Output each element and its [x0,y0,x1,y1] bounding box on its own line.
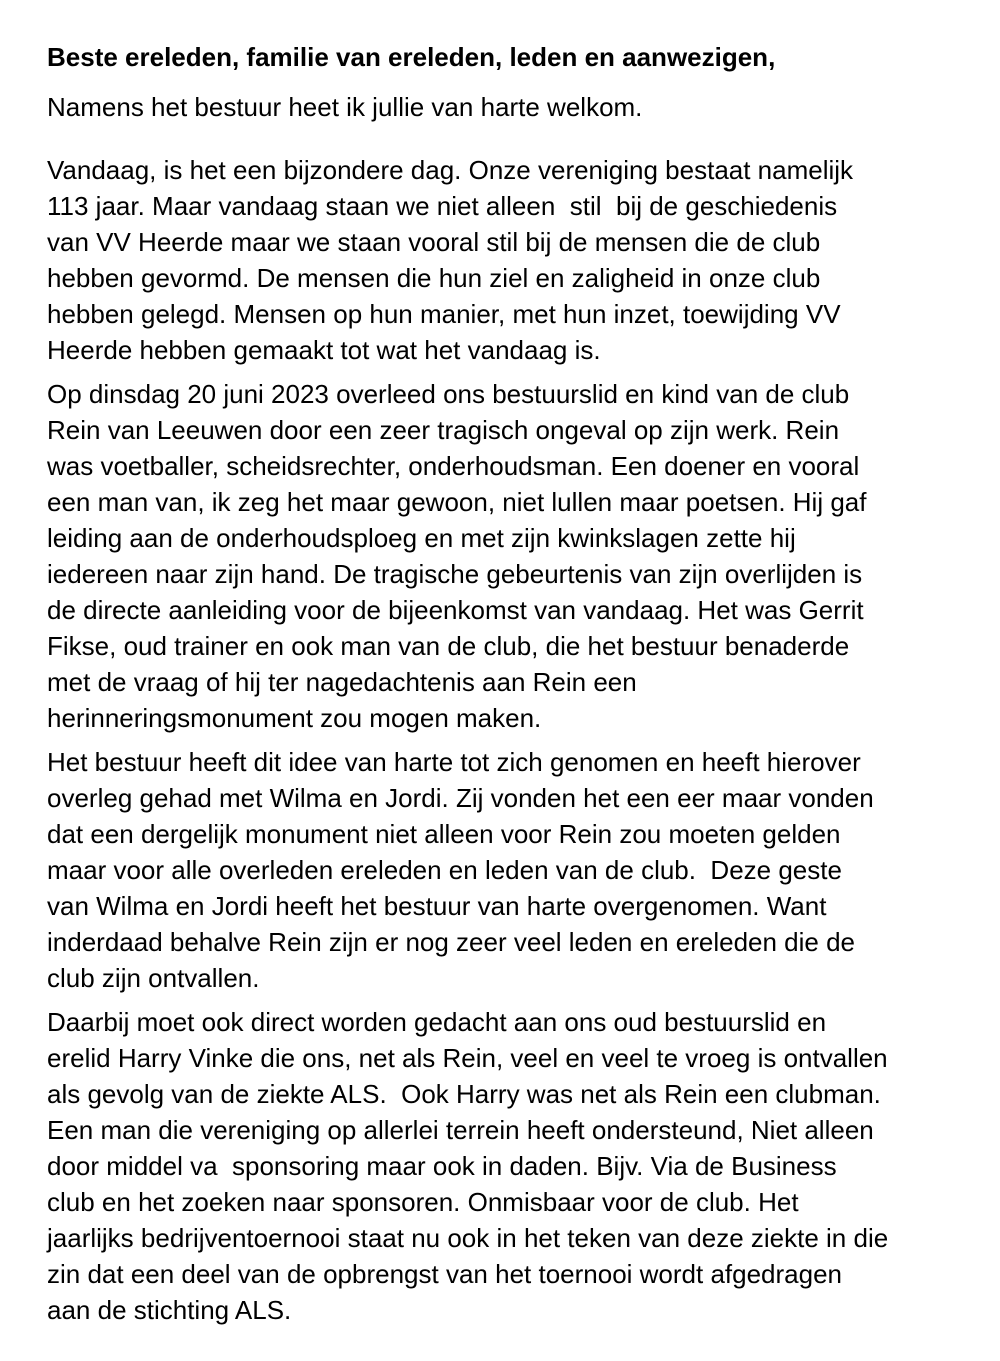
text-line: met de vraag of hij ter nagedachtenis aan Rein een [47,667,637,697]
paragraph [47,152,960,368]
text-line: club zijn ontvallen. [47,963,260,993]
text-line: hebben gevormd. De mensen die hun ziel en zaligheid in onze club [47,263,821,293]
text-line: Fikse, oud trainer en ook man van de club, die het bestuur benaderde [47,631,850,661]
text-line: 113 jaar. Maar vandaag staan we niet alleen stil bij de geschiedenis [47,191,838,221]
text-line: Beste ereleden, familie van ereleden, leden en aanwezigen, [47,42,776,72]
text-line: herinneringsmonument zou mogen maken. [47,703,542,733]
paragraph [47,1004,960,1328]
paragraph [47,376,960,736]
text-line: een man van, ik zeg het maar gewoon, niet lullen maar poetsen. Hij gaf [47,487,867,517]
text-line: Het bestuur heeft dit idee van harte tot zich genomen en heeft hierover [47,747,861,777]
text-line: Vandaag, is het een bijzondere dag. Onze vereniging bestaat namelijk [47,155,854,185]
text-line: iedereen naar zijn hand. De tragische gebeurtenis van zijn overlijden is [47,559,863,589]
text-line: erelid Harry Vinke die ons, net als Rein, veel en veel te vroeg is ontvallen [47,1043,888,1073]
paragraph [47,744,960,996]
text-line: Heerde hebben gemaakt tot wat het vandaag is. [47,335,601,365]
document-heading [47,39,960,75]
text-line: jaarlijks bedrijventoernooi staat nu ook in het teken van deze ziekte in die [47,1223,889,1253]
text-line: club en het zoeken naar sponsoren. Onmisbaar voor de club. Het [47,1187,799,1217]
text-line: hebben gelegd. Mensen op hun manier, met hun inzet, toewijding VV [47,299,841,329]
text-line: Een man die vereniging op allerlei terrein heeft ondersteund, Niet alleen [47,1115,874,1145]
text-line: zin dat een deel van de opbrengst van het toernooi wordt afgedragen [47,1259,843,1289]
text-line: de directe aanleiding voor de bijeenkomst van vandaag. Het was Gerrit [47,595,864,625]
text-line: inderdaad behalve Rein zijn er nog zeer veel leden en ereleden die de [47,927,856,957]
text-line: maar voor alle overleden ereleden en leden van de club. Deze geste [47,855,842,885]
text-line: Rein van Leeuwen door een zeer tragisch ongeval op zijn werk. Rein [47,415,840,445]
text-line: door middel va sponsoring maar ook in daden. Bijv. Via de Business [47,1151,837,1181]
text-line: Daarbij moet ook direct worden gedacht aan ons oud bestuurslid en [47,1007,827,1037]
text-line: aan de stichting ALS. [47,1295,292,1325]
text-line: van VV Heerde maar we staan vooral stil bij de mensen die de club [47,227,821,257]
text-line: als gevolg van de ziekte ALS. Ook Harry was net als Rein een clubman. [47,1079,881,1109]
document-body [47,39,960,1328]
text-line: Namens het bestuur heet ik jullie van harte welkom. [47,92,643,122]
text-line: van Wilma en Jordi heeft het bestuur van harte overgenomen. Want [47,891,827,921]
text-line: was voetballer, scheidsrechter, onderhoudsman. Een doener en vooral [47,451,860,481]
text-line: leiding aan de onderhoudsploeg en met zijn kwinkslagen zette hij [47,523,796,553]
text-line: Op dinsdag 20 juni 2023 overleed ons bestuurslid en kind van de club [47,379,850,409]
text-line: overleg gehad met Wilma en Jordi. Zij vonden het een eer maar vonden [47,783,874,813]
text-line: dat een dergelijk monument niet alleen voor Rein zou moeten gelden [47,819,841,849]
paragraph [47,89,960,125]
